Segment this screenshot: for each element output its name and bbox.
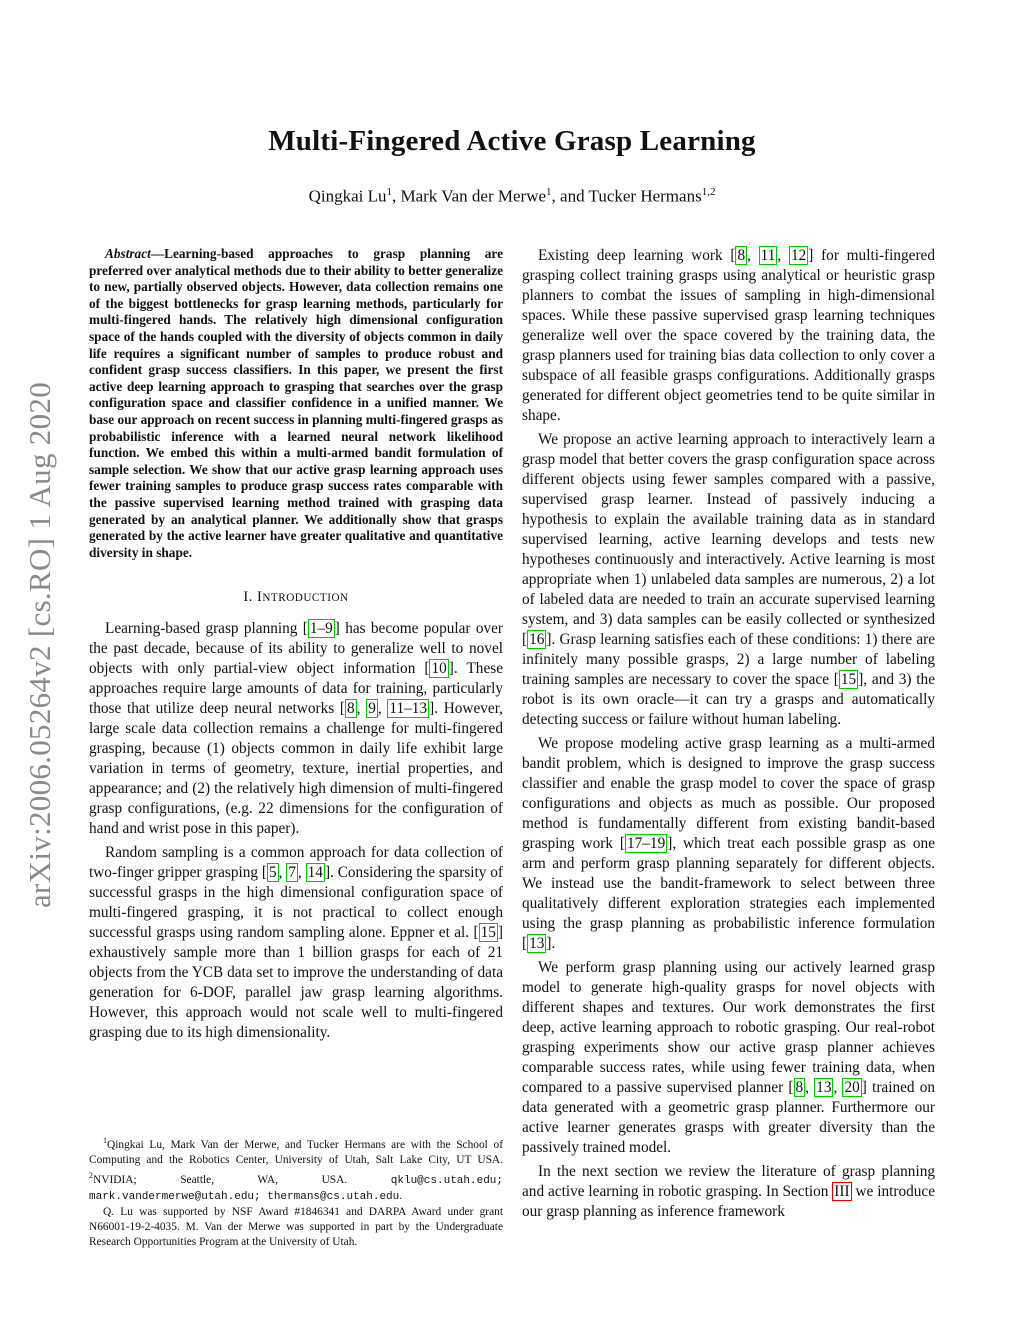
author-separator: , and [551, 186, 589, 206]
citation-link[interactable]: [ 8 , 13 , 20 ] [788, 1079, 867, 1096]
right-column-body [522, 246, 935, 1222]
arxiv-identifier-text: arXiv:2006.05264v2 [cs.RO] 1 Aug 2020 [22, 381, 58, 909]
abstract [89, 246, 503, 561]
author-affiliation-mark: 1 [546, 186, 552, 198]
citation-link[interactable]: [ 10 ] [424, 660, 454, 678]
paragraph-text: trained on data generated with a geometric grasp planner. Furthermore our active learner generates grasps with greater diversity than the passively trained model. [522, 1079, 936, 1156]
footnote-text: NVIDIA; Seattle, WA, USA. [93, 1173, 391, 1186]
footnote-mark: 1 [103, 1136, 107, 1145]
paragraph [522, 734, 935, 954]
paragraph-text: . [551, 935, 556, 952]
paragraph [522, 430, 935, 730]
paragraph-text: . These approaches require large amounts of data for training, particularly those that utilize deep neural networks [89, 660, 503, 718]
author-name: Tucker Hermans [588, 186, 702, 206]
paragraph [522, 1162, 935, 1222]
paragraph [89, 619, 503, 839]
email-addresses[interactable]: qklu@cs.utah.edu; mark.vandermerwe@utah.edu; thermans@cs.utah.edu [89, 1174, 503, 1203]
footnote-text: . [399, 1189, 403, 1202]
citation-link[interactable]: [ 13 ] [522, 935, 552, 952]
paragraph-text: We perform grasp planning using our actively learned grasp model to generate high-quality grasps for novel objects with different shapes and textures. Our work demonstrates the first deep, active learning approach to robotic grasping. Our real-robot grasping experiments show our active grasp planner achieves comparable success rates, while using fewer training data, when compared to a passive supervised planner [522, 959, 935, 1096]
author-separator: , [391, 186, 401, 206]
citation-link[interactable]: [ 8 , 9 , 11–13 ] [339, 700, 435, 718]
footnote-funding: Q. Lu was supported by NSF Award #1846341 and DARPA Award under grant N66001-19-2-4035. M. Van der Merwe was supported in part by the Undergraduate Research Opportunities Program at the University of Utah. [89, 1205, 503, 1248]
section-title-rest: NTRODUCTION [262, 592, 349, 605]
citation-link[interactable]: [ 15 ] [833, 671, 864, 688]
author-affiliation-mark: 1,2 [701, 186, 716, 198]
paragraph-text: . Grasp learning satisfies each of these conditions: 1) there are infinitely many possible grasps, 2) a large number of labeling training samples are necessary to cover the space [522, 631, 935, 688]
paragraph [522, 958, 935, 1158]
footnote-affiliations [89, 1133, 503, 1205]
abstract-text: —Learning-based approaches to grasp planning are preferred over analytical methods due to their ability to better generalize to new, partially observed objects. However, data collection remains one of the biggest bottlenecks for grasp learning methods, particularly for multi-fingered hands. The relatively high dimensional configuration space of the hands coupled with the diversity of objects common in daily life requires a significant number of samples to produce robust and confident grasp success classifiers. In this paper, we present the first active deep learning approach to grasping that searches over the grasp configuration space and classifier confidence in a unified manner. We base our approach on recent success in planning multi-fingered grasps as probabilistic inference with a learned neural network likelihood function. We embed this within a multi-armed bandit formulation of sample selection. We show that our active grasp learning approach uses fewer training samples to produce grasp success rates comparable with the passive supervised learning method trained with grasping data generated by an analytical planner. We additionally show that grasps generated by the active learner have greater qualitative and quantitative diversity in shape. [89, 246, 503, 560]
paragraph-text: , and 3) the robot is its own oracle—it can try a grasps and automatically detecting success or failure without human labeling. [522, 671, 935, 728]
paragraph-text: , which treat each possible grasp as one arm and perform grasp planning separately for different objects. We instead use the bandit-framework to select between three qualitatively different exploration strategies each implemented using the grasp planning as probabilistic inference formulation [522, 835, 935, 932]
abstract-label: Abstract [105, 246, 151, 261]
paragraph-text: Random sampling is a common approach for data collection of two-finger gripper grasping [89, 844, 503, 882]
footnote-text: Qingkai Lu, Mark Van der Merwe, and Tucker Hermans are with the School of Computing and the Robotics Center, University of Utah, Salt Lake City, UT USA. [89, 1138, 503, 1166]
citation-link[interactable]: [ 16 ] [522, 631, 552, 648]
paragraph-text: exhaustively sample more than 1 billion grasps for each of 21 objects from the YCB data set to improve the understanding of data generation for 6-DOF, parallel jaw grasp learning algorithms. However, this approach would not scale well to multi-fingered grasping due to its high dimensionality. [89, 944, 503, 1042]
citation-link[interactable]: [ 15 ] [473, 924, 503, 942]
paragraph-text: we introduce our grasp planning as inference framework [522, 1183, 935, 1220]
paragraph-text: We propose modeling active grasp learning as a multi-armed bandit problem, which is designed to improve the grasp success classifier and enable the grasp model to cover the space of grasp configurations and objects as much as possible. Our proposed method is fundamentally different from existing bandit-based grasping work [522, 735, 935, 852]
paragraph-text: In the next section we review the literature of grasp planning and active learning in robotic grasping. In Section [522, 1163, 935, 1200]
author-list [0, 186, 1024, 207]
paragraph-text: Existing deep learning work [538, 247, 731, 264]
section-title-first-letter: I [256, 589, 263, 606]
paragraph [89, 843, 503, 1043]
author-name: Qingkai Lu [308, 186, 387, 206]
introduction-body [89, 619, 503, 1043]
author-name: Mark Van der Merwe [400, 186, 547, 206]
paragraph [522, 246, 935, 426]
paragraph-text: . However, large scale data collection remains a challenge for multi-fingered grasping, because (1) objects common in daily life exhibit large variation in terms of geometry, texture, inertial properties, and appearance; and (2) the relatively high dimension of multi-fingered grasp configurations, (e.g. 22 dimensions for the configuration of hand and wrist pose in this paper). [89, 700, 504, 838]
paragraph-text: We propose an active learning approach to interactively learn a grasp model that better covers the grasp configuration space across different objects using fewer samples compared with a passive, supervised grasp learner. Instead of passively inducing a hypothesis to explain the available training data as in standard supervised learning, active learning develops and tests new hypotheses continuously and interactively. Active learning is most appropriate when 1) unlabeled data samples are numerous, 2) a lot of labeled data are needed to train an accurate supervised learning system, and 3) data samples can be easily collected or synthesized [522, 431, 935, 628]
citation-link[interactable]: [ 8 , 11 , 12 ] [730, 247, 814, 264]
citation-link[interactable]: [ 17–19 ] [619, 835, 673, 852]
footnotes [89, 1133, 503, 1250]
citation-link[interactable]: [ 1–9 ] [302, 620, 340, 638]
paragraph-text: Learning-based grasp planning [105, 620, 303, 638]
paragraph-text: has become popular over the past decade, because of its ability to generalize well to novel objects with only partial-view object information [89, 620, 503, 678]
citation-link[interactable]: [ 5 , 7 , 14 ] [261, 864, 331, 882]
paper-title: Multi-Fingered Active Grasp Learning [268, 125, 756, 157]
arxiv-identifier [12, 345, 68, 945]
author-affiliation-mark: 1 [386, 186, 392, 198]
right-column [522, 246, 935, 1226]
paragraph-text: for multi-fingered grasping collect training grasps using analytical or heuristic grasp planners to combat the issues of sampling in high-dimensional spaces. While these passive supervised grasp learning techniques generalize well over the space covered by the training data, the grasp planners used for training bias data collection to only cover a subspace of all feasible grasps configurations. Additionally grasps generated for different object geometries tend to be quite similar in shape. [522, 247, 935, 424]
section-heading-introduction [89, 587, 503, 608]
left-column [89, 246, 503, 1047]
footnote-mark: 2 [89, 1170, 93, 1180]
section-reference-link[interactable]: III [834, 1183, 850, 1200]
paragraph-text: . Considering the sparsity of successful grasps in the high dimensional configuration space of multi-fingered grasping, it is not practical to collect enough successful grasps using random sampling alone. Eppner et al. [89, 864, 503, 942]
section-number: I. [243, 589, 253, 606]
